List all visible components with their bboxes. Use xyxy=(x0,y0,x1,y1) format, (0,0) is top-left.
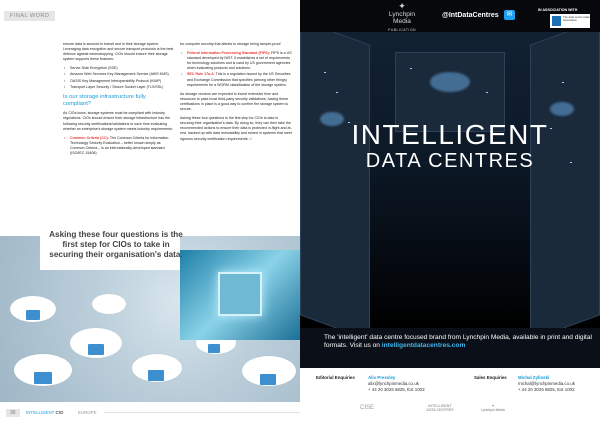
cert-text: This is a regulation issued by the US Securities and Exchange Commission that specifies (among other things) requirements for a WORM classification of the storage system. xyxy=(187,72,291,87)
cert-name: SEC Rule 17a-4: xyxy=(187,72,215,77)
editorial-label: Editorial Enquiries xyxy=(316,375,355,380)
editorial-contact-name: Alix Pressley xyxy=(368,375,396,380)
cert-text: The Common Criteria for Information Technology Security Evaluation – better known simply as Common Criteria – is an internationally-developed standard (ISO/IEC 15408) xyxy=(70,135,169,155)
pull-quote: Asking these four questions is the first step for CIOs to take in securing their organisation's data. xyxy=(49,230,183,259)
cise-logo: CISE xyxy=(359,405,374,411)
twitter-handle[interactable]: @IntDataCentres xyxy=(442,12,499,19)
chip-icon xyxy=(218,272,262,316)
ad-tagline: The 'intelligent' data centre focused brand from Lynchpin Media, available in print and digital formats. Visit us on intelligentdatacentres.com xyxy=(324,334,593,350)
list-item: • OASIS Key Management Interoperability Protocol (KMIP) xyxy=(63,79,175,84)
sales-label: Sales Enquiries xyxy=(474,375,507,380)
star-icon: ✦ xyxy=(491,404,495,408)
star-icon: ✦ xyxy=(398,1,406,11)
section-tag: FINAL WORD xyxy=(4,11,55,21)
list-item xyxy=(180,72,292,87)
lynchpin-media-logo: ✦ Lynchpin Media xyxy=(481,404,505,412)
brand-title: INTELLIGENT DATA CENTRES xyxy=(351,119,549,172)
left-footer xyxy=(0,402,300,424)
col1-intro: ensure data is secured in transit and in their storage system. Leveraging data encryption and secure transport protocols is the best defence against eavesdropping. CIOs should ensure their storage system supports these features: xyxy=(63,42,174,62)
cert-list xyxy=(180,51,292,88)
twitter-icon[interactable]: ✉ xyxy=(504,10,515,20)
editorial-email[interactable]: alix@lynchpinmedia.co.uk xyxy=(368,381,419,386)
cert-name: Federal Information Processing Standard (FIPS): xyxy=(187,51,271,56)
editorial-phone: + 44 20 3026 6825, Ext 1003 xyxy=(368,387,425,392)
footer-logos xyxy=(300,398,600,420)
lynchpin-logo: ✦ Lynchpin Media PUBLICATION xyxy=(380,2,424,32)
list-item: • Transport Layer Security / Secure Socket Layer (TLS/SSL) xyxy=(63,85,175,90)
sales-phone: + 44 20 3026 6825, Ext 1002 xyxy=(518,387,575,392)
footer-issue: EUROPE xyxy=(78,410,97,415)
sales-contact-name: Michal Zylinski xyxy=(518,375,550,380)
circuit-chip-photo xyxy=(180,250,300,340)
col2-para: As storage vendors are expected to invest extensive time and resources to pass most third-party security validations, having these certifications in place is a good way to confirm the storage system is secure. xyxy=(180,91,289,112)
data-centre-photo xyxy=(300,32,600,328)
right-page xyxy=(300,0,600,424)
page-number: 36 xyxy=(6,409,20,417)
footer-divider xyxy=(104,412,300,413)
dca-logo: The data centre trade association xyxy=(550,14,590,28)
cert-list xyxy=(63,136,175,156)
feature-list xyxy=(63,66,175,89)
list-item: • Amazon Web Services Key Management Service (AWS KMS) xyxy=(63,72,175,77)
idc-logo: INTELLIGENT DATA CENTRES xyxy=(426,404,454,412)
col1-body: As CIOs know, storage systems must be compliant with industry regulations. CIOs should ensure their storage infrastructure has the following security certifications/validations to save time evaluating whether an enterprise's storage system meets industry requirements: xyxy=(63,111,173,131)
section-heading: Is our storage infrastructure fully compliant? xyxy=(63,93,146,107)
col2-para: Asking these four questions is the first step for CIOs to take in securing their organisation's data. By doing so, they can then take the recommended actions to ensure their data is protected in-flight and at-rest, backed up with data immutability and stored in systems that meet rigorous security certification requirements. □ xyxy=(180,116,292,141)
ad-topbar xyxy=(300,0,600,32)
sales-email[interactable]: michal@lynchpinmedia.co.uk xyxy=(518,381,575,386)
list-item: • Server-Side Encryption (SSE) xyxy=(63,66,175,71)
article-column-1 xyxy=(63,42,175,160)
cert-name: Common Criteria (CC): xyxy=(70,135,109,140)
association-label: IN ASSOCIATION WITH xyxy=(538,8,578,12)
website-link[interactable]: intelligentdatacentres.com xyxy=(381,342,466,350)
cert-text: FIPS is a US standard developed by NIST. It establishes a set of requirements for technology solutions and is used by US government agencies when evaluating products and solutions. xyxy=(187,51,292,71)
article-column-2 xyxy=(180,42,292,146)
dca-mark-icon xyxy=(552,16,561,26)
list-item xyxy=(180,51,292,71)
footer-brand: INTELLIGENT CIO xyxy=(26,410,64,415)
col2-intro: for computer security that attests to storage being tamper-proof xyxy=(180,42,281,46)
list-item xyxy=(63,136,175,156)
